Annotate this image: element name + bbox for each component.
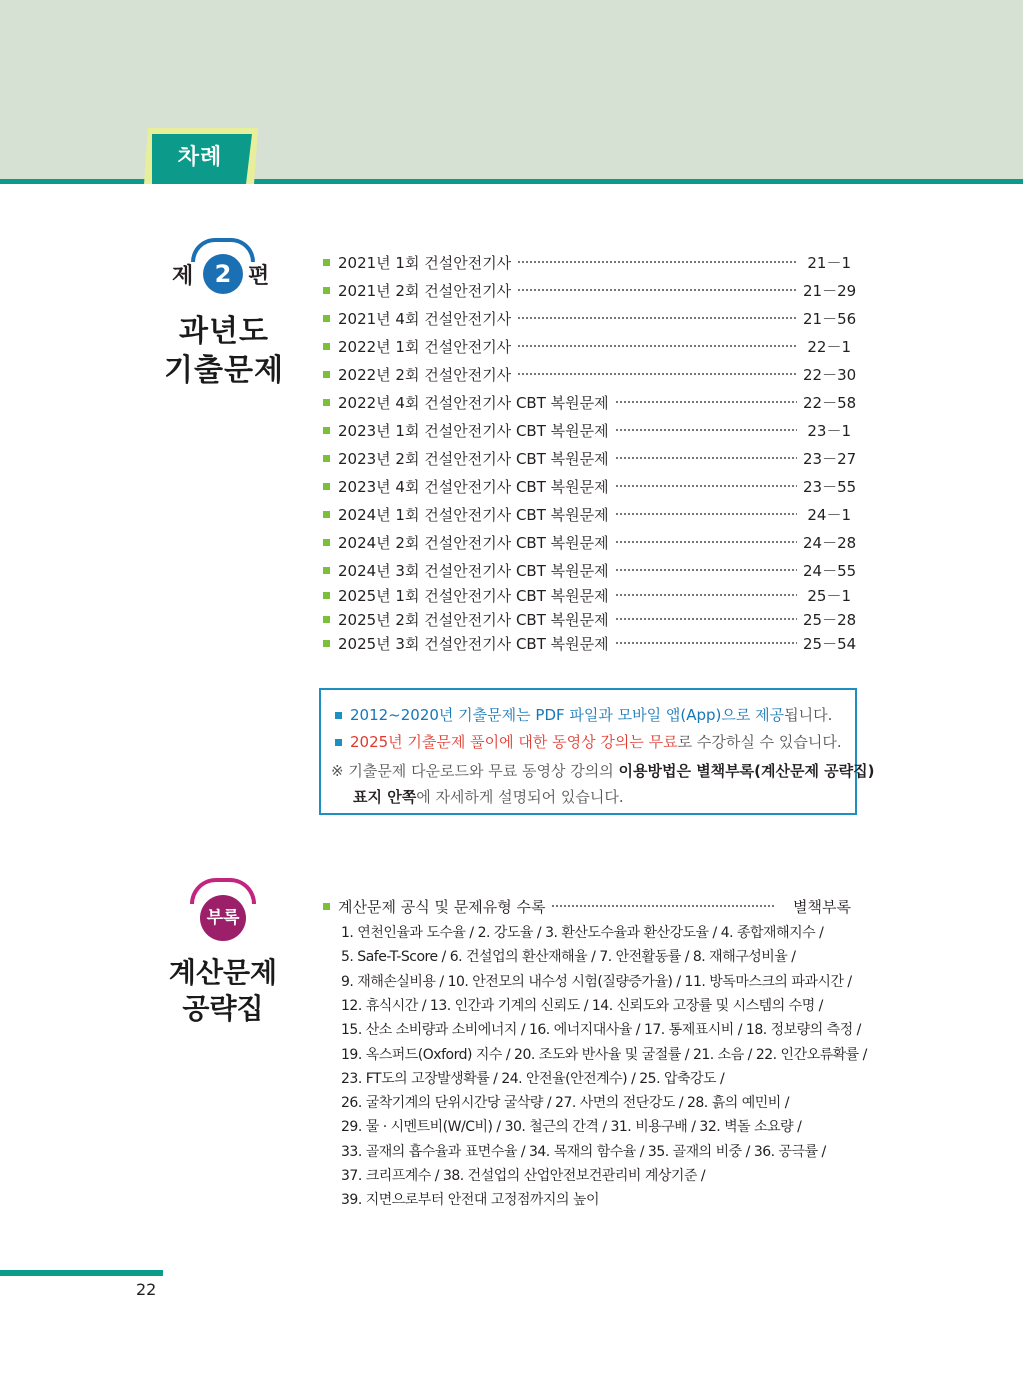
appendix-entry[interactable] [323, 894, 851, 918]
appendix-topic-line: 33. 골재의 흡수율과 표면수율 / 34. 목재의 함수율 / 35. 골재의 비중 / 36. 공극률 / [341, 1143, 826, 1160]
toc-entry-page: 23－27 [803, 449, 857, 468]
notice-line-2 [335, 731, 842, 752]
toc-entry[interactable] [323, 474, 857, 498]
appendix-title-line2: 공략집 [182, 992, 264, 1025]
notice-box [319, 688, 875, 815]
toc-entry-label: 2025년 3회 건설안전기사 CBT 복원문제 [338, 634, 609, 653]
toc-entry-label: 2024년 1회 건설안전기사 CBT 복원문제 [338, 505, 609, 524]
bullet-icon [323, 427, 330, 434]
dot-leader [615, 429, 797, 431]
notice-line-4 [353, 786, 624, 807]
dot-leader [615, 401, 797, 403]
toc-entry[interactable] [323, 334, 851, 358]
part-prefix: 제 [172, 264, 194, 289]
part-number-badge: 2 [203, 254, 243, 294]
dot-leader [615, 457, 797, 459]
toc-entry-page: 21－56 [803, 309, 857, 328]
bullet-icon [323, 592, 330, 599]
bullet-icon [335, 739, 342, 746]
part-title-line1: 과년도 [179, 314, 269, 349]
bullet-icon [323, 343, 330, 350]
appendix-topic-line: 1. 연천인율과 도수율 / 2. 강도율 / 3. 환산도수율과 환산강도율 / 4. 종합재해지수 / [341, 925, 824, 941]
toc-entry-label: 2023년 1회 건설안전기사 CBT 복원문제 [338, 421, 609, 440]
toc-entry-page: 22－30 [803, 365, 857, 384]
toc-entry-label: 2023년 4회 건설안전기사 CBT 복원문제 [338, 477, 609, 496]
dot-leader [517, 373, 797, 375]
dot-leader [615, 485, 797, 487]
appendix-topic-line: 26. 굴착기계의 단위시간당 굴삭량 / 27. 사면의 전단강도 / 28. 흙의 예민비 / [341, 1095, 789, 1112]
dot-leader [615, 618, 797, 620]
appendix-title-line1: 계산문제 [168, 956, 278, 989]
bullet-icon [323, 399, 330, 406]
notice-bold: 표지 안쪽 [353, 788, 417, 806]
part-title-line2: 기출문제 [164, 353, 284, 388]
toc-entry-label: 2022년 1회 건설안전기사 [338, 337, 512, 356]
bullet-icon [323, 616, 330, 623]
notice-highlight-blue: 2012~2020년 기출문제는 PDF 파일과 모바일 앱(App)으로 제공 [350, 706, 785, 724]
toc-entry[interactable] [323, 446, 857, 470]
notice-text: 됩니다. [784, 706, 833, 724]
dot-leader [615, 642, 797, 644]
toc-entry-label: 2023년 2회 건설안전기사 CBT 복원문제 [338, 449, 609, 468]
appendix-topic-line: 5. Safe-T-Score / 6. 건설업의 환산재해율 / 7. 안전활동률 / 8. 재해구성비율 / [341, 949, 796, 966]
dot-leader [517, 289, 797, 291]
bullet-icon [335, 712, 342, 719]
toc-entry[interactable] [323, 418, 851, 442]
part-suffix: 편 [248, 264, 270, 289]
toc-entry-page: 25－28 [803, 610, 857, 629]
bullet-icon [323, 539, 330, 546]
appendix-topic-line: 12. 휴식시간 / 13. 인간과 기계의 신뢰도 / 14. 신뢰도와 고장률 및 시스템의 수명 / [341, 997, 823, 1014]
appendix-topic-line: 23. FT도의 고장발생확률 / 24. 안전율(안전계수) / 25. 압축강도 / [341, 1070, 725, 1087]
notice-line-3 [331, 760, 875, 781]
bullet-icon [323, 903, 330, 910]
toc-entry-page: 25－1 [807, 586, 851, 605]
toc-entry-label: 2021년 2회 건설안전기사 [338, 281, 512, 300]
toc-entry[interactable] [323, 362, 857, 386]
dot-leader [517, 345, 797, 347]
dot-leader [517, 317, 797, 319]
toc-entry-page: 23－1 [807, 421, 851, 440]
toc-entry-label: 2025년 2회 건설안전기사 CBT 복원문제 [338, 610, 609, 629]
toc-entry-label: 2024년 2회 건설안전기사 CBT 복원문제 [338, 533, 609, 552]
toc-entry-page: 24－55 [803, 561, 857, 580]
appendix-topic-line: 37. 크리프계수 / 38. 건설업의 산업안전보건관리비 계상기준 / [341, 1168, 706, 1184]
notice-text: ※ 기출문제 다운로드와 무료 동영상 강의의 [331, 762, 619, 780]
bullet-icon [323, 455, 330, 462]
toc-entry-label: 2021년 4회 건설안전기사 [338, 309, 512, 328]
toc-entry-label: 2022년 4회 건설안전기사 CBT 복원문제 [338, 393, 609, 412]
dot-leader [551, 905, 775, 907]
notice-text: 로 수강하실 수 있습니다. [677, 733, 842, 751]
dot-leader [615, 513, 797, 515]
dot-leader [517, 261, 797, 263]
appendix-topic-line: 19. 옥스퍼드(Oxford) 지수 / 20. 조도와 반사율 및 굴절률 / 21. 소음 / 22. 인간오류확률 / [341, 1046, 867, 1063]
toc-entry[interactable] [323, 607, 857, 631]
dot-leader [615, 569, 797, 571]
toc-entry[interactable] [323, 390, 857, 414]
bullet-icon [323, 640, 330, 647]
toc-entry-page: 22－58 [803, 393, 857, 412]
toc-entry-page: 21－1 [807, 253, 851, 272]
notice-highlight-red: 2025년 기출문제 풀이에 대한 동영상 강의는 무료 [350, 733, 678, 751]
toc-entry-page: 24－1 [807, 505, 851, 524]
footer-divider [0, 1270, 163, 1276]
appendix-badge: 부록 [200, 895, 246, 941]
toc-entry[interactable] [323, 583, 851, 607]
appendix-entry-label: 계산문제 공식 및 문제유형 수록 [338, 897, 546, 916]
toc-entry-label: 2022년 2회 건설안전기사 [338, 365, 512, 384]
bullet-icon [323, 511, 330, 518]
toc-entry[interactable] [323, 306, 857, 330]
toc-entry[interactable] [323, 558, 857, 582]
notice-bold: 이용방법은 별책부록(계산문제 공략집) [618, 762, 875, 780]
toc-entry-page: 22－1 [807, 337, 851, 356]
dot-leader [615, 541, 797, 543]
bullet-icon [323, 287, 330, 294]
page-title: 차례 [177, 145, 223, 170]
page-number: 22 [136, 1280, 157, 1299]
toc-entry[interactable] [323, 502, 851, 526]
toc-entry-page: 24－28 [803, 533, 857, 552]
notice-text: 에 자세하게 설명되어 있습니다. [416, 788, 624, 806]
appendix-entry-page: 별책부록 [793, 897, 851, 916]
toc-entry-label: 2021년 1회 건설안전기사 [338, 253, 512, 272]
toc-entry[interactable] [323, 250, 851, 274]
dot-leader [615, 594, 797, 596]
toc-entry[interactable] [323, 631, 857, 655]
bullet-icon [323, 371, 330, 378]
notice-line-1 [335, 704, 832, 725]
bullet-icon [323, 567, 330, 574]
toc-entry-page: 21－29 [803, 281, 857, 300]
appendix-topic-line: 9. 재해손실비용 / 10. 안전모의 내수성 시험(질량증가율) / 11. 방독마스크의 파과시간 / [341, 973, 852, 990]
toc-entry[interactable] [323, 278, 857, 302]
toc-entry[interactable] [323, 530, 857, 554]
appendix-topic-line: 15. 산소 소비량과 소비에너지 / 16. 에너지대사율 / 17. 통제표시비 / 18. 정보량의 측정 / [341, 1022, 861, 1039]
toc-entry-page: 23－55 [803, 477, 857, 496]
toc-entry-label: 2025년 1회 건설안전기사 CBT 복원문제 [338, 586, 609, 605]
appendix-topic-line: 29. 물 · 시멘트비(W/C비) / 30. 철근의 간격 / 31. 비용구배 / 32. 벽돌 소요량 / [341, 1119, 802, 1136]
toc-entry-label: 2024년 3회 건설안전기사 CBT 복원문제 [338, 561, 609, 580]
bullet-icon [323, 315, 330, 322]
toc-entry-page: 25－54 [803, 634, 857, 653]
bullet-icon [323, 259, 330, 266]
appendix-topic-line: 39. 지면으로부터 안전대 고정점까지의 높이 [341, 1192, 599, 1209]
bullet-icon [323, 483, 330, 490]
